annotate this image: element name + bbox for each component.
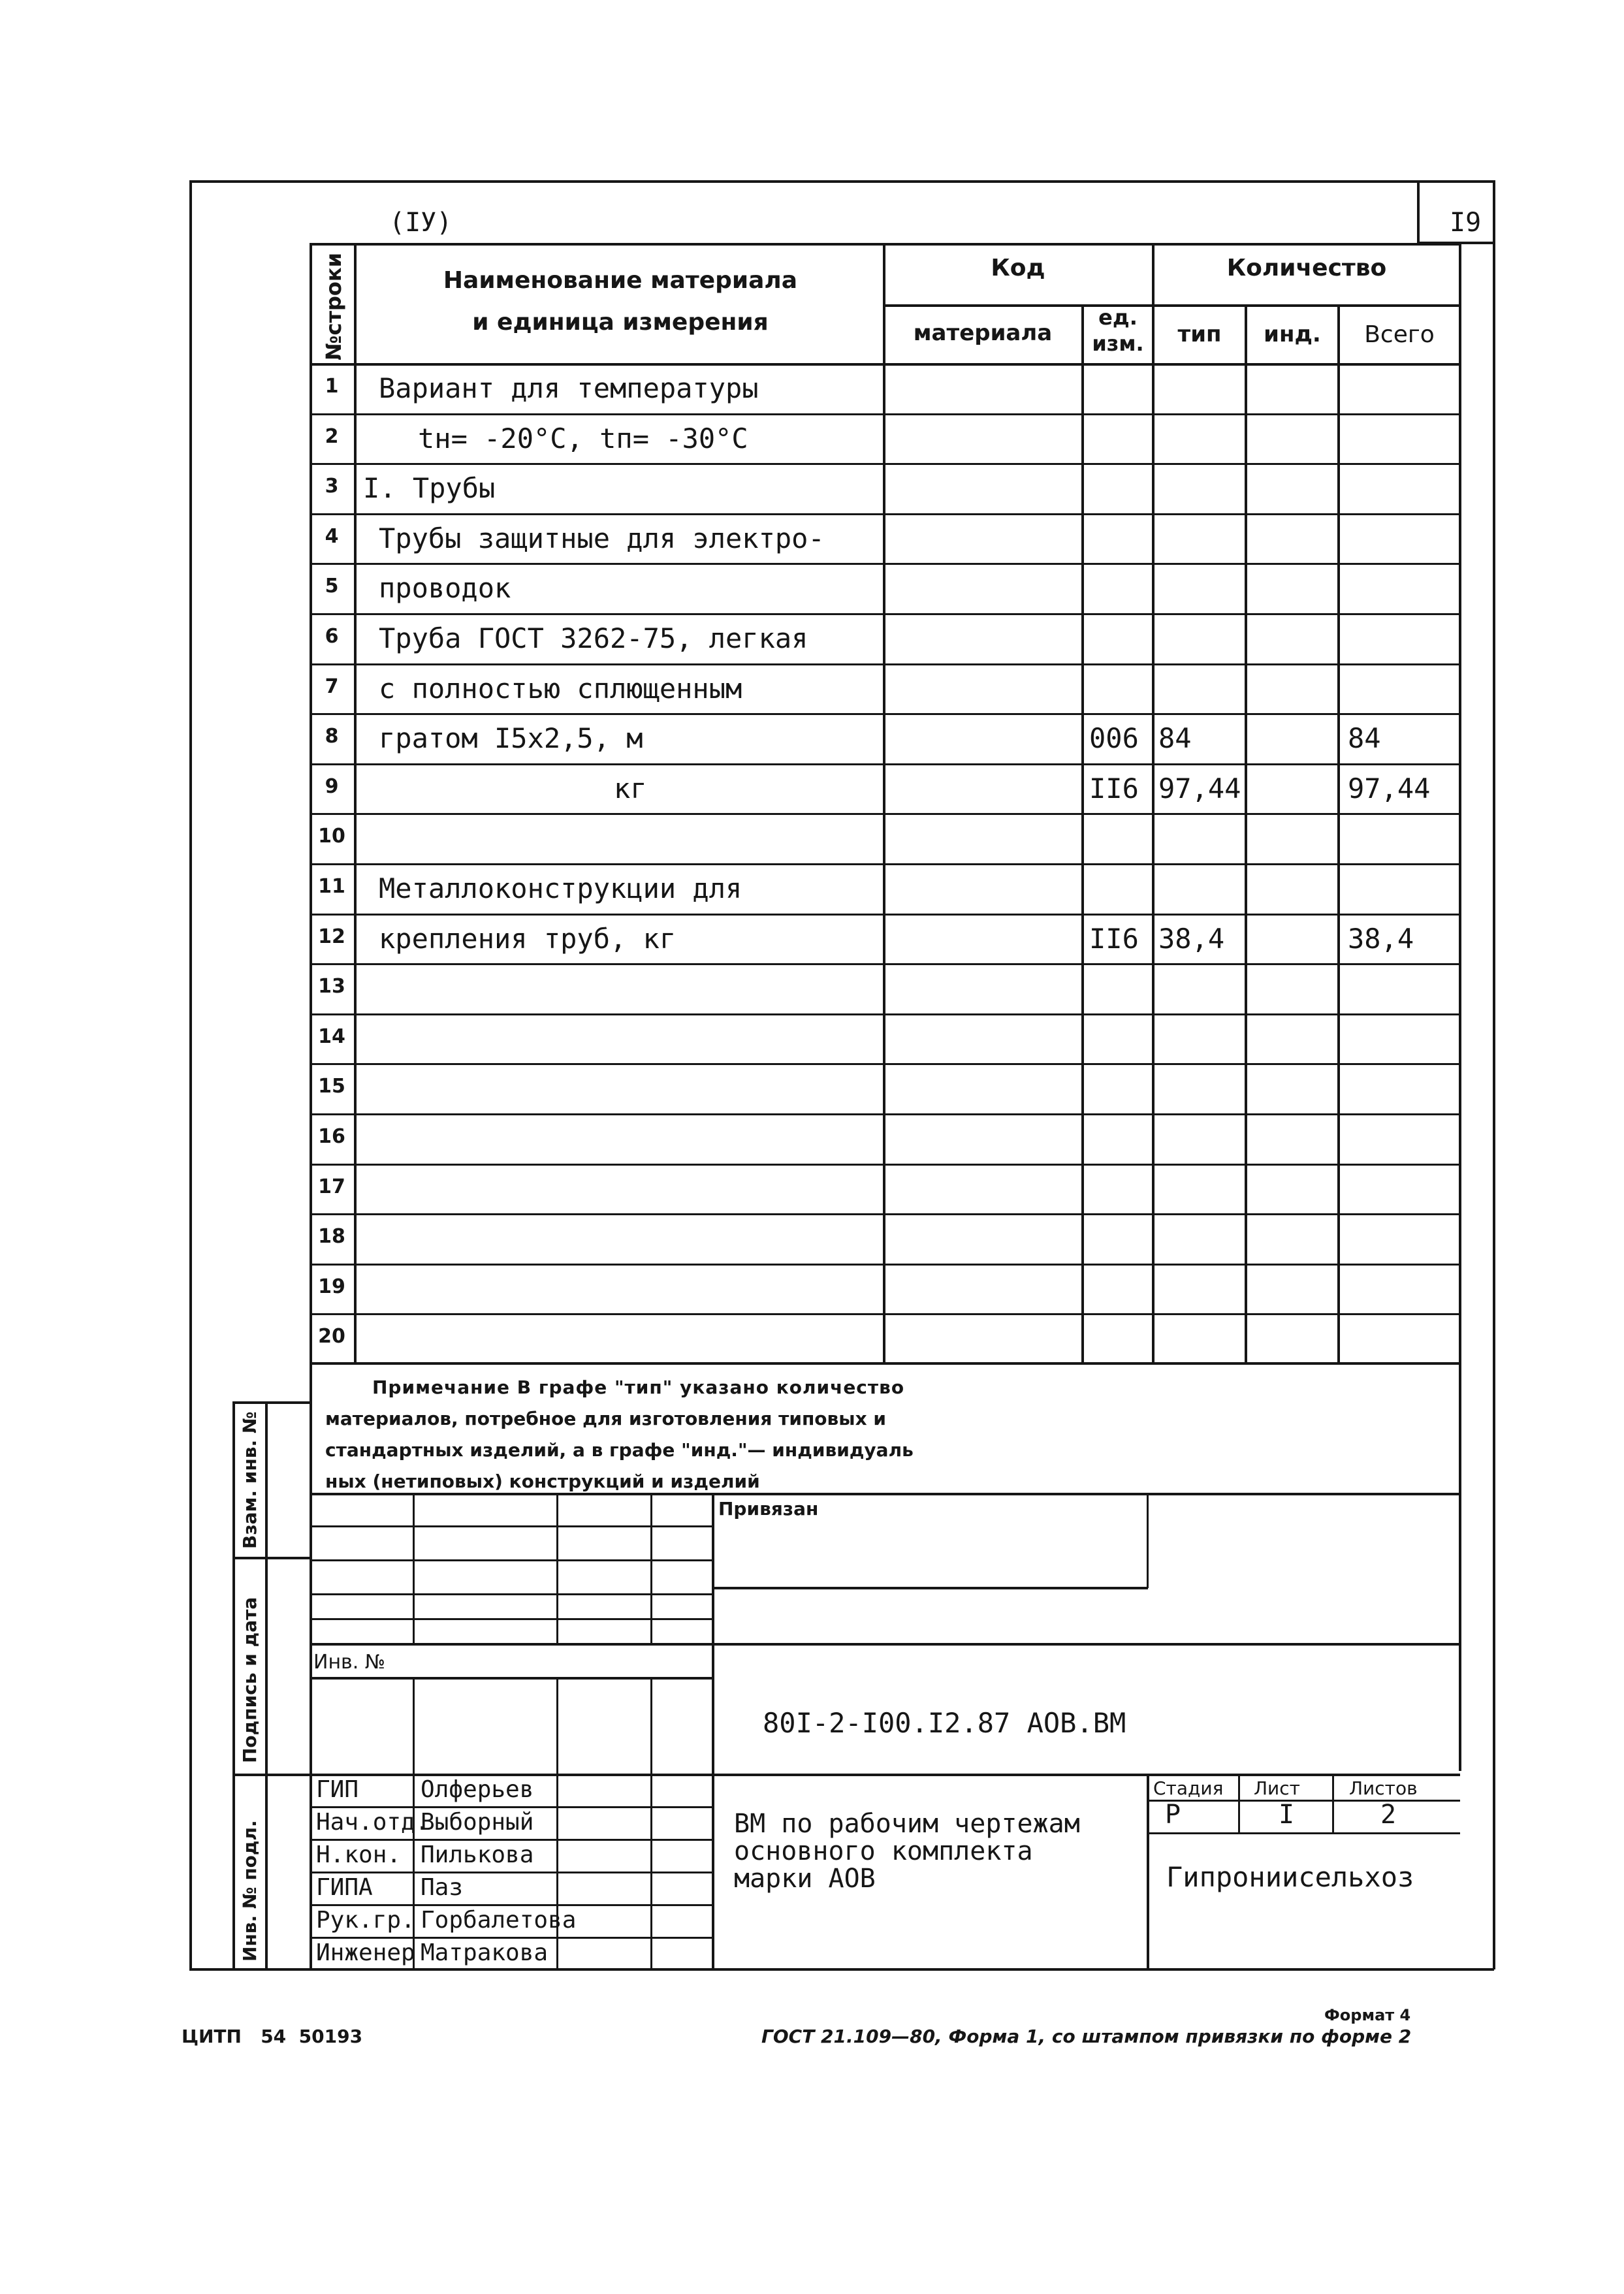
row-material-name: Металлоконструкции для: [379, 872, 742, 904]
row-number: 12: [318, 925, 345, 948]
note-line-3: стандартных изделий, а в графе "инд."— индивидуаль: [325, 1439, 914, 1461]
note-line-4: ных (нетиповых) конструкций и изделий: [325, 1471, 760, 1492]
signer-name: Пилькова: [421, 1841, 534, 1868]
header-material-name-text: Наименование материала и единица измерения: [443, 267, 798, 336]
row-material-name: tн= -20°С, tп= -30°С: [418, 422, 748, 454]
row-number: 20: [318, 1325, 345, 1348]
row-qty-total: 84: [1348, 722, 1381, 754]
row-number: 6: [325, 625, 339, 648]
row-unit-code: 006: [1089, 722, 1139, 754]
signer-role: Н.кон.: [316, 1841, 402, 1868]
title-line-1: ВМ по рабочим чертежам: [734, 1809, 1080, 1839]
row-number: 8: [325, 725, 339, 748]
row-material-name: проводок: [379, 572, 511, 604]
signer-role: ГИП: [316, 1776, 359, 1803]
row-unit-code: II6: [1089, 773, 1139, 804]
row-number: 2: [325, 425, 339, 448]
header-qty-type: тип: [1177, 321, 1222, 347]
title-line-3: марки АОВ: [734, 1864, 876, 1894]
title-line-2: основного комплекта: [734, 1836, 1033, 1866]
row-number: 4: [325, 525, 339, 548]
row-number: 16: [318, 1125, 345, 1148]
row-material-name: Трубы защитные для электро-: [379, 522, 825, 554]
signer-role: Инженер: [316, 1939, 415, 1966]
sheets-value: 2: [1380, 1800, 1397, 1830]
header-quantity: Количество: [1226, 255, 1387, 281]
row-number: 7: [325, 675, 339, 698]
stage-label: Стадия: [1153, 1777, 1224, 1799]
row-qty-type: 84: [1158, 722, 1192, 754]
signer-name: Горбалетова: [421, 1907, 577, 1934]
row-number: 3: [325, 475, 339, 498]
row-qty-total: 97,44: [1348, 773, 1431, 804]
signer-name: Матракова: [421, 1939, 549, 1966]
row-number: 18: [318, 1225, 345, 1248]
row-qty-type: 38,4: [1158, 923, 1225, 955]
note-line-2: материалов, потребное для изготовления типовых и: [325, 1408, 886, 1429]
header-row-number: №строки: [321, 252, 346, 360]
signer-name: Олферьев: [421, 1776, 534, 1803]
document-code: 80I-2-I00.I2.87 АОВ.ВМ: [763, 1707, 1126, 1739]
note-line-1: Примечание В графе "тип" указано количество: [372, 1377, 905, 1398]
row-material-name: I. Трубы: [363, 472, 496, 504]
row-number: 5: [325, 575, 339, 597]
header-material-name: [366, 260, 875, 343]
signer-role: Рук.гр.: [316, 1907, 415, 1934]
row-qty-type: 97,44: [1158, 773, 1241, 804]
signer-name: Выборный: [421, 1809, 534, 1836]
side-label-vzam: Взам. инв. №: [239, 1411, 261, 1549]
row-unit-code: II6: [1089, 923, 1139, 955]
header-qty-ind: инд.: [1264, 321, 1321, 347]
row-number: 9: [325, 775, 339, 798]
corner-label: (IУ): [389, 208, 453, 238]
row-number: 15: [318, 1075, 345, 1098]
sheets-label: Листов: [1349, 1777, 1418, 1799]
row-material-name: крепления труб, кг: [379, 923, 677, 955]
header-code: Код: [991, 255, 1045, 281]
row-number: 14: [318, 1025, 345, 1048]
row-number: 19: [318, 1275, 345, 1298]
side-label-podpis: Подпись и дата: [239, 1597, 261, 1763]
row-material-name: с полностью сплющенным: [379, 673, 742, 705]
inv-no-label: Инв. №: [313, 1651, 386, 1674]
privyazan-label: Привязан: [718, 1498, 819, 1520]
header-code-unit: ед. изм.: [1092, 305, 1144, 356]
sheet-value: I: [1279, 1800, 1295, 1830]
header-code-material: материала: [913, 320, 1053, 346]
organization-name: Гипрониисельхоз: [1166, 1861, 1414, 1893]
header-qty-total: Всего: [1364, 321, 1435, 348]
row-qty-total: 38,4: [1348, 923, 1414, 955]
row-material-name: кг: [614, 773, 647, 804]
stage-value: Р: [1165, 1800, 1181, 1830]
signer-role: Нач.отд.: [316, 1809, 430, 1836]
row-number: 1: [325, 375, 339, 398]
row-number: 13: [318, 975, 345, 998]
row-number: 11: [318, 875, 345, 898]
row-number: 10: [318, 825, 345, 848]
footer-gost: ГОСТ 21.109—80, Форма 1, со штампом привязки по форме 2: [761, 2026, 1412, 2047]
signer-name: Паз: [421, 1874, 464, 1901]
row-material-name: гратом I5x2,5, м: [379, 722, 643, 754]
footer-format: Формат 4: [1324, 2006, 1411, 2024]
row-material-name: Вариант для температуры: [379, 372, 759, 404]
side-label-inv-podl: Инв. № подл.: [239, 1820, 261, 1962]
row-number: 17: [318, 1175, 345, 1198]
signer-role: ГИПА: [316, 1874, 373, 1901]
footer-left-code: ЦИТП 54 50193: [182, 2026, 363, 2047]
sheet-label: Лист: [1254, 1777, 1300, 1799]
sheet-number: I9: [1450, 208, 1482, 238]
row-material-name: Труба ГОСТ 3262-75, легкая: [379, 622, 808, 654]
